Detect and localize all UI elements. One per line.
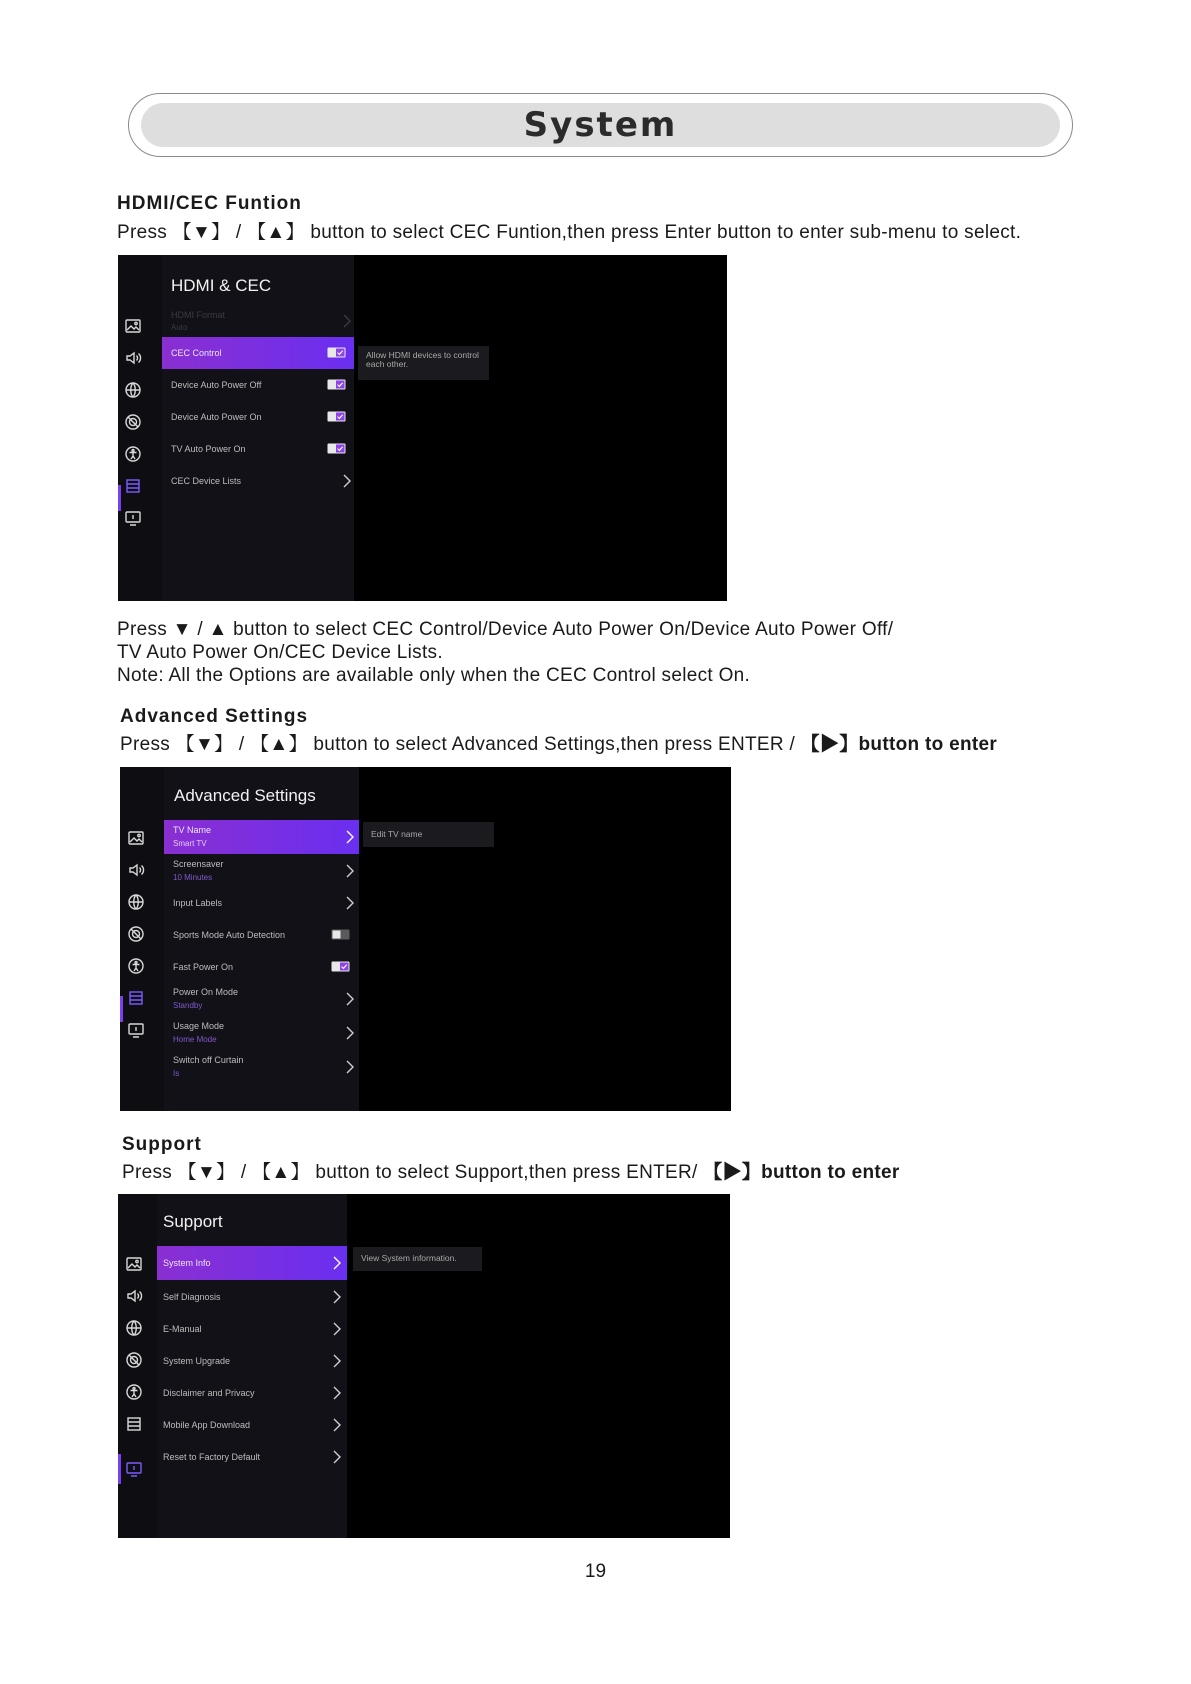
menu-item-usage-mode[interactable]: Usage Mode Home Mode: [164, 1017, 359, 1049]
checkbox-unchecked-icon[interactable]: [331, 929, 350, 940]
network-icon[interactable]: [124, 381, 142, 399]
picture-icon[interactable]: [124, 317, 142, 335]
menu-item-fast-power-on[interactable]: Fast Power On: [164, 951, 359, 983]
chevron-right-icon: [345, 864, 354, 878]
channel-icon[interactable]: [127, 925, 145, 943]
hdmi-cec-screen: [118, 255, 727, 601]
picture-icon[interactable]: [125, 1255, 143, 1273]
chevron-right-icon: [345, 896, 354, 910]
menu-item-sports-mode-auto-detection[interactable]: Sports Mode Auto Detection: [164, 919, 359, 951]
chevron-right-icon: [342, 474, 351, 488]
menu-title: Advanced Settings: [174, 786, 316, 805]
accessibility-icon[interactable]: [127, 957, 145, 975]
accessibility-icon[interactable]: [125, 1383, 143, 1401]
menu-item-input-labels[interactable]: Input Labels: [164, 887, 359, 919]
picture-icon[interactable]: [127, 829, 145, 847]
system-icon[interactable]: [127, 989, 145, 1007]
checkbox-checked-icon[interactable]: [327, 411, 346, 422]
menu-item-system-upgrade[interactable]: System Upgrade: [157, 1345, 347, 1377]
hdmi-note-line-2: TV Auto Power On/CEC Device Lists.: [117, 642, 443, 663]
chevron-right-icon: [332, 1450, 341, 1464]
advanced-settings-screen: [120, 767, 731, 1111]
network-icon[interactable]: [125, 1319, 143, 1337]
support-heading: Support: [122, 1134, 202, 1155]
menu-item-tv-name[interactable]: TV Name Smart TV: [164, 820, 359, 854]
chevron-right-icon: [332, 1386, 341, 1400]
sound-icon[interactable]: [124, 349, 142, 367]
menu-item-device-auto-power-off[interactable]: Device Auto Power Off: [162, 369, 354, 401]
help-tooltip: View System information.: [353, 1247, 482, 1271]
help-tooltip: Allow HDMI devices to control each other.: [358, 346, 489, 380]
menu-item-screensaver[interactable]: Screensaver 10 Minutes: [164, 855, 359, 887]
menu-item-cec-device-lists[interactable]: CEC Device Lists: [162, 465, 354, 497]
network-icon[interactable]: [127, 893, 145, 911]
menu-item-system-info[interactable]: System Info: [157, 1246, 347, 1280]
menu-item-power-on-mode[interactable]: Power On Mode Standby: [164, 983, 359, 1015]
menu-item-switch-off-curtain[interactable]: Switch off Curtain Is: [164, 1051, 359, 1083]
rail-selection-marker: [118, 485, 121, 511]
checkbox-checked-icon[interactable]: [327, 379, 346, 390]
page-number: 19: [584, 1561, 607, 1582]
hdmi-instruction: Press 【▼】 / 【▲】 button to select CEC Funtion,then press Enter button to enter sub-menu to select.: [117, 222, 1022, 243]
chevron-right-icon: [345, 1026, 354, 1040]
rail-selection-marker: [120, 996, 123, 1022]
title-banner: [128, 93, 1073, 157]
title-banner-fill: [141, 103, 1060, 147]
hdmi-note-line-1: Press ▼ / ▲ button to select CEC Control/Device Auto Power On/Device Auto Power Off/: [117, 619, 894, 640]
menu-item-cec-control[interactable]: CEC Control: [162, 337, 354, 369]
hdmi-note-line-3: Note: All the Options are available only when the CEC Control select On.: [117, 665, 751, 686]
advanced-heading: Advanced Settings: [120, 706, 309, 727]
menu-title: Support: [163, 1212, 223, 1231]
sound-icon[interactable]: [125, 1287, 143, 1305]
chevron-right-icon: [332, 1354, 341, 1368]
channel-icon[interactable]: [125, 1351, 143, 1369]
chevron-right-icon: [345, 1060, 354, 1074]
checkbox-checked-icon[interactable]: [331, 961, 350, 972]
support-icon[interactable]: [124, 509, 142, 527]
chevron-right-icon: [332, 1290, 341, 1304]
advanced-instruction: Press 【▼】 / 【▲】 button to select Advanced Settings,then press ENTER / 【▶】button to enter: [120, 734, 998, 755]
sound-icon[interactable]: [127, 861, 145, 879]
support-icon[interactable]: [127, 1021, 145, 1039]
menu-item-self-diagnosis[interactable]: Self Diagnosis: [157, 1281, 347, 1313]
menu-item-hdmi-format[interactable]: HDMI Format Auto: [162, 305, 354, 337]
rail-selection-marker: [118, 1454, 121, 1484]
system-icon[interactable]: [125, 1415, 143, 1433]
channel-icon[interactable]: [124, 413, 142, 431]
page-title: System: [523, 105, 678, 145]
chevron-right-icon: [332, 1418, 341, 1432]
support-icon[interactable]: [125, 1460, 143, 1478]
chevron-right-icon: [332, 1322, 341, 1336]
accessibility-icon[interactable]: [124, 445, 142, 463]
menu-item-reset-to-factory-default[interactable]: Reset to Factory Default: [157, 1441, 347, 1473]
chevron-right-icon: [345, 992, 354, 1006]
menu-item-tv-auto-power-on[interactable]: TV Auto Power On: [162, 433, 354, 465]
chevron-right-icon: [345, 830, 354, 844]
checkbox-checked-icon[interactable]: [327, 347, 346, 358]
menu-item-device-auto-power-on[interactable]: Device Auto Power On: [162, 401, 354, 433]
menu-item-mobile-app-download[interactable]: Mobile App Download: [157, 1409, 347, 1441]
menu-item-e-manual[interactable]: E-Manual: [157, 1313, 347, 1345]
system-icon[interactable]: [124, 477, 142, 495]
menu-item-disclaimer-and-privacy[interactable]: Disclaimer and Privacy: [157, 1377, 347, 1409]
support-instruction: Press 【▼】 / 【▲】 button to select Support,then press ENTER/ 【▶】button to enter: [122, 1162, 900, 1183]
chevron-right-icon: [342, 314, 351, 328]
hdmi-heading: HDMI/CEC Funtion: [117, 193, 302, 214]
support-screen: [118, 1194, 730, 1538]
menu-title: HDMI & CEC: [171, 276, 272, 295]
chevron-right-icon: [332, 1256, 341, 1270]
help-tooltip: Edit TV name: [363, 822, 494, 847]
checkbox-checked-icon[interactable]: [327, 443, 346, 454]
